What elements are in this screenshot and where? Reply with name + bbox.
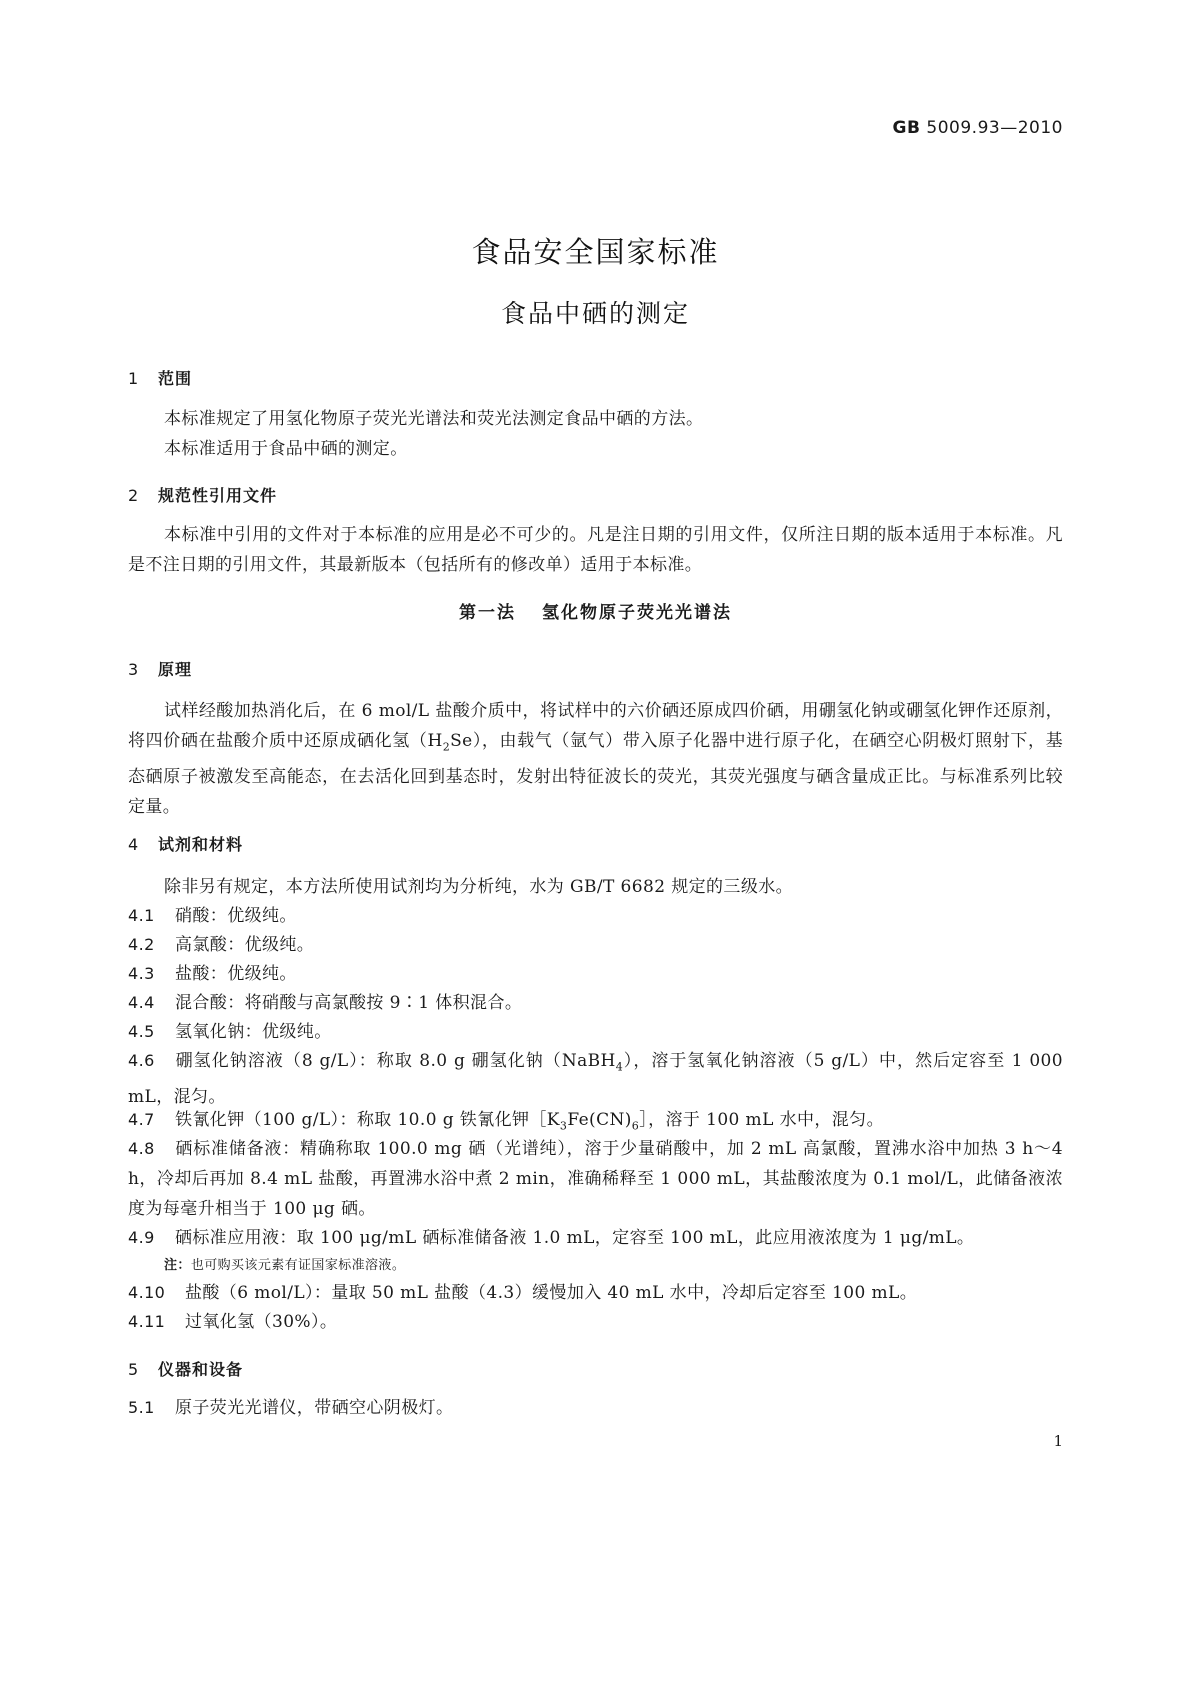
document-subtitle: 食品中硒的测定 <box>500 299 690 328</box>
list-item: 4.3 盐酸：优级纯。 <box>128 964 297 984</box>
list-item: 4.2 高氯酸：优级纯。 <box>128 935 315 955</box>
section-heading-3 <box>128 657 192 680</box>
list-item: 5.1 原子荧光光谱仪，带硒空心阴极灯。 <box>128 1398 454 1418</box>
list-item: 4.10 盐酸（6 mol/L）：量取 50 mL 盐酸（4.3）缓慢加入 40 mL 水中，冷却后定容至 100 mL。 <box>128 1283 918 1303</box>
list-item: 4.11 过氧化氢（30%）。 <box>128 1312 338 1332</box>
list-item: 4.8 硒标准储备液：精确称取 100.0 mg 硒（光谱纯），溶于少量硝酸中，加 2 mL 高氯酸，置沸水浴中加热 3 h～4 h，冷却后再加 8.4 mL 盐酸，再置沸水浴中煮 2 min，准确稀释至 1 000 mL，其盐酸浓度为 0.1 mol/L，此储备液浓度为每毫升相当于 100 μg 硒。 <box>128 1139 1063 1219</box>
section-title: 范围 <box>158 369 193 388</box>
paragraph: 除非另有规定，本方法所使用试剂均为分析纯，水为 GB/T 6682 规定的三级水。 <box>164 877 794 897</box>
section-heading-4 <box>128 832 243 855</box>
paragraph: 本标准规定了用氢化物原子荧光光谱法和荧光法测定食品中硒的方法。 <box>164 409 704 429</box>
section-heading-5 <box>128 1357 243 1380</box>
section-heading-2 <box>128 483 277 506</box>
paragraph-principle: 试样经酸加热消化后，在 6 mol/L 盐酸介质中，将试样中的六价硒还原成四价硒，用硼氢化钠或硼氢化钾作还原剂，将四价硒在盐酸介质中还原成硒化氢$(H_2Se)$，由载气（氩气）带入原子化器中进行原子化，在硒空心阴极灯照射下，基态硒原子被激发至高能态，在去活化回到基态时，发射出特征波长的荧光，其荧光强度与硒含量成正比。与标准系列比较定量。 <box>128 701 1064 818</box>
paragraph: 本标准适用于食品中硒的测定。 <box>164 439 408 459</box>
section-number: 5 <box>128 1360 140 1379</box>
paragraph: 本标准中引用的文件对于本标准的应用是必不可少的。凡是注日期的引用文件，仅所注日期的版本适用于本标准。凡是不注日期的引用文件，其最新版本（包括所有的修改单）适用于本标准。 <box>128 525 1063 575</box>
list-item: 4.1 硝酸：优级纯。 <box>128 906 297 926</box>
section-number: 2 <box>128 486 140 505</box>
standard-prefix: GB <box>892 118 921 138</box>
list-item: 4.9 硒标准应用液：取 100 μg/mL 硒标准储备液 1.0 mL，定容至 100 mL，此应用液浓度为 1 μg/mL。 <box>128 1228 975 1248</box>
list-item: 4.4 混合酸：将硝酸与高氯酸按 9∶1 体积混合。 <box>128 993 523 1013</box>
note-text: 也可购买该元素有证国家标准溶液。 <box>190 1258 406 1273</box>
method-heading <box>128 598 1063 623</box>
page-number: 1 <box>1053 1432 1063 1450</box>
list-item: 4.7 铁氰化钾（100 g/L）：称取 10.0 g 铁氰化钾$[K_3Fe(CN)_6]$，溶于 100 mL 水中，混匀。 <box>128 1110 884 1133</box>
section-title: 仪器和设备 <box>158 1360 244 1379</box>
section-title: 原理 <box>158 660 193 679</box>
section-heading-1 <box>128 366 192 389</box>
note <box>164 1254 405 1273</box>
list-item: 4.5 氢氧化钠：优级纯。 <box>128 1022 332 1042</box>
document-title: 食品安全国家标准 <box>471 235 720 269</box>
section-number: 4 <box>128 835 140 854</box>
standard-code <box>893 118 1064 138</box>
section-number: 3 <box>128 660 140 679</box>
method-name: 氢化物原子荧光光谱法 <box>542 603 732 623</box>
section-title: 规范性引用文件 <box>158 486 278 505</box>
section-title: 试剂和材料 <box>158 835 244 854</box>
note-label: 注： <box>164 1258 191 1273</box>
list-item: 4.6 硼氢化钠溶液（8 g/L）：称取 8.0 g 硼氢化钠（NaBH$_4$），溶于氢氧化钠溶液（5 g/L）中，然后定容至 1 000 mL，混匀。 <box>128 1051 1063 1108</box>
method-label: 第一法 <box>459 603 516 623</box>
standard-number: 5009.93—2010 <box>926 118 1063 138</box>
section-number: 1 <box>128 369 140 388</box>
